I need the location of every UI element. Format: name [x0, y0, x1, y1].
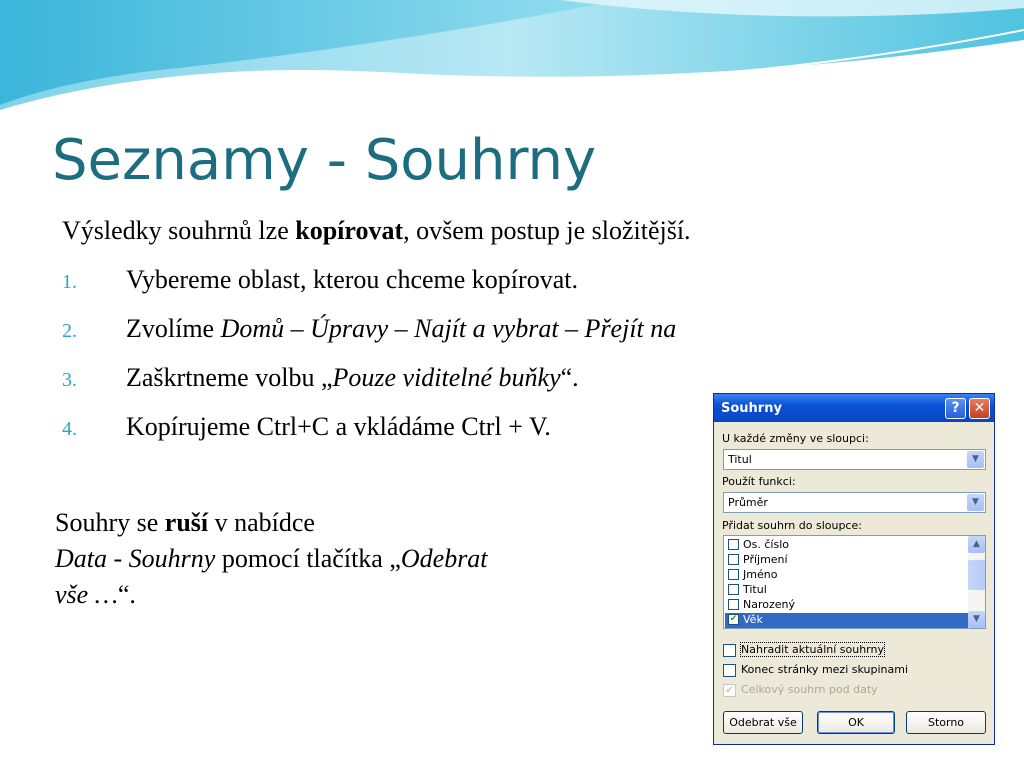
checkbox[interactable]	[728, 539, 739, 550]
intro-bold: kopírovat	[295, 216, 404, 245]
list-item-label: Titul	[743, 583, 767, 596]
chevron-up-icon[interactable]: ▲	[968, 536, 985, 553]
option-label: Nahradit aktuální souhrny	[741, 643, 884, 656]
note-line-2	[55, 541, 488, 577]
list-item[interactable]	[725, 553, 969, 568]
note-text: Souhry se	[55, 508, 165, 537]
change-column-value: Titul	[728, 453, 752, 466]
close-button[interactable]: ✕	[969, 398, 990, 419]
step-text-italic: Pouze viditelné buňky	[332, 363, 561, 392]
step-number: 2.	[62, 320, 77, 342]
step-item	[62, 260, 676, 309]
listbox-scrollbar[interactable]	[968, 536, 985, 628]
step-item	[62, 407, 676, 456]
step-text: Vybereme oblast, kterou chceme kopírovat.	[126, 265, 578, 294]
step-item	[62, 358, 676, 407]
dialog-titlebar[interactable]	[714, 394, 994, 422]
list-item-label: Os. číslo	[743, 538, 790, 551]
chevron-down-icon[interactable]: ▼	[968, 611, 985, 628]
list-item[interactable]	[725, 568, 969, 583]
checkbox-checked: ✔	[723, 684, 736, 697]
step-text-after: “.	[560, 363, 579, 392]
slide-title: Seznamy - Souhrny	[52, 128, 597, 193]
checkbox-checked[interactable]: ✔	[729, 614, 738, 624]
list-item[interactable]	[725, 598, 969, 613]
note-text: pomocí tlačítka „	[215, 544, 401, 573]
list-item[interactable]	[725, 538, 969, 553]
list-item[interactable]	[725, 583, 969, 598]
list-item-label: Narozený	[743, 598, 796, 611]
header-wave-decoration	[0, 0, 1024, 140]
list-item-label: Jméno	[743, 568, 778, 581]
list-item-selected[interactable]	[725, 613, 969, 628]
scroll-thumb[interactable]	[968, 560, 985, 590]
function-label: Použít funkci:	[722, 475, 796, 488]
list-item-label: Příjmení	[743, 553, 788, 566]
step-item	[62, 309, 676, 358]
steps-list	[62, 260, 676, 456]
note-line-3	[55, 577, 488, 613]
chevron-down-icon[interactable]: ▼	[967, 494, 984, 511]
checkbox[interactable]	[723, 644, 736, 657]
step-text: Kopírujeme Ctrl+C a vkládáme Ctrl + V.	[126, 412, 551, 441]
dialog-title: Souhrny	[721, 401, 782, 416]
intro-text	[62, 216, 691, 246]
intro-before: Výsledky souhrnů lze	[62, 216, 296, 245]
step-text-italic: Domů – Úpravy – Najít a vybrat – Přejít na	[220, 314, 677, 343]
note-paragraph	[55, 505, 488, 613]
checkbox[interactable]	[728, 569, 739, 580]
step-text: Zvolíme	[126, 314, 221, 343]
step-text: Zaškrtneme volbu „	[126, 363, 333, 392]
note-italic: vše …	[55, 580, 118, 609]
checkbox[interactable]	[723, 664, 736, 677]
ok-button[interactable]: OK	[817, 711, 895, 734]
function-value: Průměr	[728, 496, 768, 509]
note-text: “.	[117, 580, 136, 609]
option-label: Konec stránky mezi skupinami	[741, 663, 909, 676]
intro-after: , ovšem postup je složitější.	[403, 216, 691, 245]
checkbox[interactable]	[728, 554, 739, 565]
note-text: v nabídce	[208, 508, 315, 537]
cancel-button[interactable]: Storno	[906, 711, 986, 734]
note-italic: Odebrat	[400, 544, 488, 573]
add-subtotal-label: Přidat souhrn do sloupce:	[722, 519, 862, 532]
subtotals-dialog	[713, 393, 995, 745]
help-button[interactable]: ?	[945, 398, 966, 419]
remove-all-button[interactable]: Odebrat vše	[723, 711, 803, 734]
columns-listbox[interactable]	[723, 535, 986, 629]
list-item-label: Věk	[743, 613, 763, 626]
change-column-select[interactable]	[723, 449, 986, 470]
checkbox[interactable]	[728, 599, 739, 610]
step-number: 1.	[62, 271, 77, 293]
note-line-1	[55, 505, 488, 541]
note-bold: ruší	[164, 508, 209, 537]
step-number: 3.	[62, 369, 77, 391]
checkbox[interactable]	[728, 584, 739, 595]
function-select[interactable]	[723, 492, 986, 513]
note-italic: Data - Souhrny	[55, 544, 216, 573]
chevron-down-icon[interactable]: ▼	[967, 451, 984, 468]
option-label: Celkový souhrn pod daty	[741, 683, 878, 696]
step-number: 4.	[62, 418, 77, 440]
change-column-label: U každé změny ve sloupci:	[722, 432, 869, 445]
